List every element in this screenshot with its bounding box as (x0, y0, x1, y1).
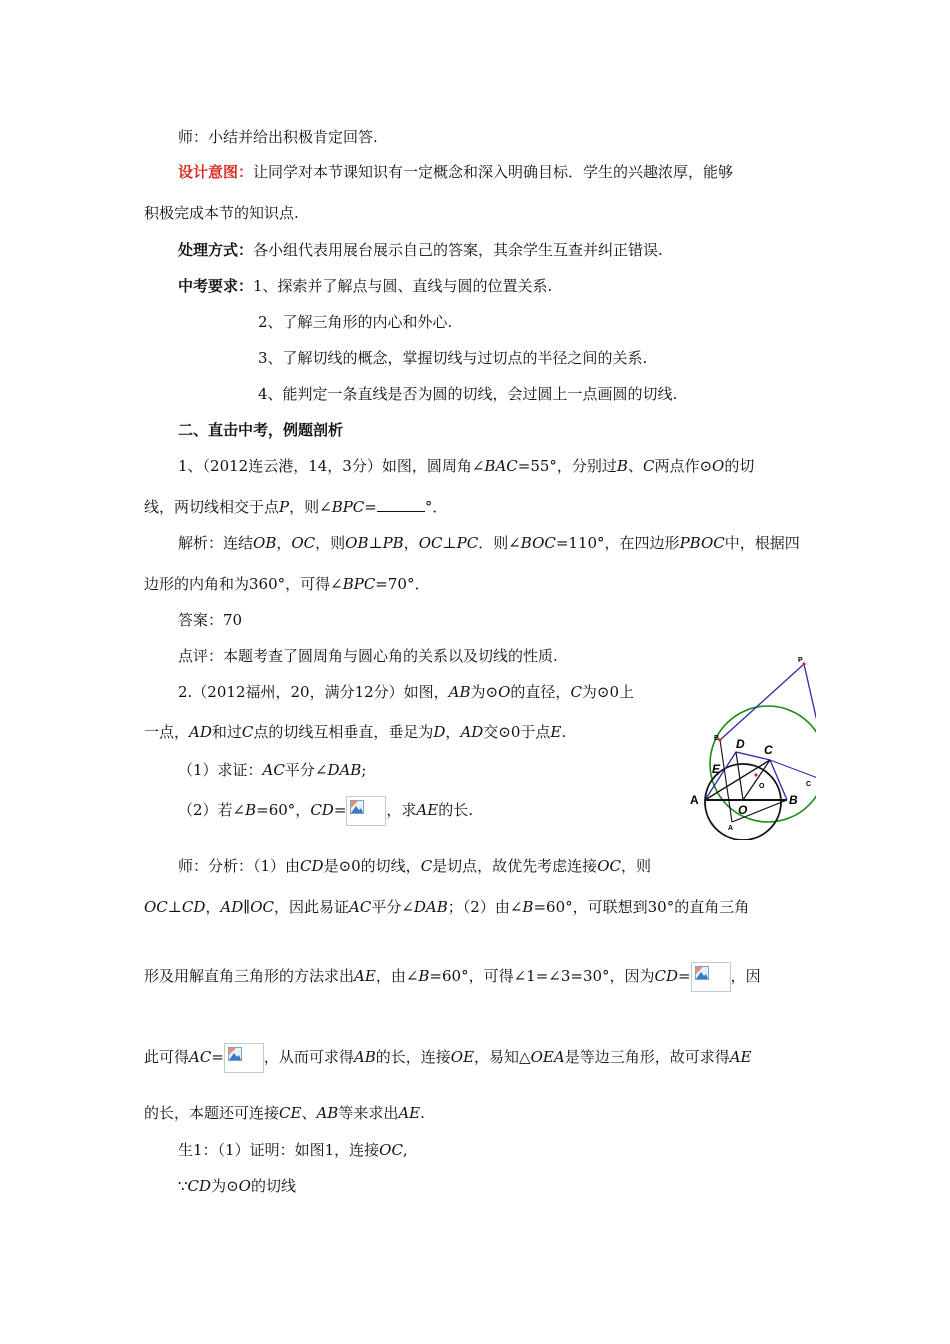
radius-line (736, 752, 743, 800)
text: =60°， (256, 801, 311, 819)
problem-2-line (144, 722, 566, 742)
math: CD (300, 857, 324, 875)
text: 的长. (438, 801, 473, 819)
problem-2-line (178, 796, 473, 826)
teacher-analysis-line (144, 1043, 752, 1073)
text: ， (205, 898, 221, 916)
text: 线，两切线相交于点 (144, 498, 280, 516)
math: OC (379, 1141, 403, 1159)
broken-image-icon (691, 962, 731, 992)
text: 2.（2012福州，20，满分12分）如图， (178, 683, 449, 701)
geometry-figure (688, 652, 816, 840)
teacher-summary: 师：小结并给出积极肯定回答. (178, 128, 378, 146)
math: AD (460, 723, 484, 741)
secant-line (720, 740, 732, 822)
math: AD (189, 723, 212, 741)
text: 生1：（1）证明：如图1，连接 (178, 1141, 380, 1159)
analysis-line (144, 574, 429, 594)
math: BOC (520, 534, 556, 552)
text: ，从而可求得 (263, 1048, 354, 1066)
text-line (178, 127, 378, 147)
text: 形及用解直角三角形的方法求出 (144, 967, 355, 985)
math: OC (418, 534, 443, 552)
text: =60°，可得∠1=∠3=30°，因为 (429, 967, 655, 985)
math: AB (316, 1104, 339, 1122)
math: B (245, 801, 257, 819)
math: B (616, 457, 628, 475)
text: 为⊙ (211, 1177, 239, 1195)
text-line (178, 276, 552, 296)
math: B (418, 967, 430, 985)
text: 的直径， (510, 683, 571, 701)
point-label: O (738, 803, 748, 817)
text: ⊥ (368, 534, 383, 552)
point-label: A (690, 793, 699, 807)
math: PC (456, 534, 479, 552)
text: = (678, 967, 691, 985)
text: °． (424, 498, 448, 516)
math: AC (189, 1048, 212, 1066)
point-label: D (736, 737, 745, 751)
math: B (522, 898, 534, 916)
teacher-analysis-line (144, 897, 749, 917)
math: OB (253, 534, 277, 552)
text: 解析：连结 (178, 534, 254, 552)
math: PBOC (679, 534, 725, 552)
requirement-item-text: 3、了解切线的概念，掌握切线与过切点的半径之间的关系. (258, 349, 648, 367)
math: AE (729, 1048, 752, 1066)
text: ，易知△ (474, 1048, 531, 1066)
text: ， (403, 534, 419, 552)
math: AE (416, 801, 439, 819)
point-label: C (806, 781, 812, 788)
text: 是切点，故优先考虑连接 (432, 857, 598, 875)
text: = (364, 498, 377, 516)
math: AC (349, 898, 372, 916)
text: 的切线 (250, 1177, 296, 1195)
comment-text: 点评：本题考查了圆周角与圆心角的关系以及切线的性质. (178, 647, 558, 665)
text: ， (445, 723, 461, 741)
math: AE (398, 1104, 421, 1122)
math: AB (448, 683, 471, 701)
text-line (178, 162, 733, 182)
text: 平分∠ (371, 898, 414, 916)
text: （2）若∠ (178, 801, 246, 819)
point-label: E (712, 762, 721, 776)
math: C (241, 723, 254, 741)
text: 是等边三角形，故可求得 (564, 1048, 730, 1066)
teacher-analysis-line (178, 856, 651, 876)
math: OB (345, 534, 369, 552)
math: P (279, 498, 290, 516)
math: C (420, 857, 433, 875)
math: O (238, 1177, 251, 1195)
design-intent-heading: 设计意图： (178, 163, 254, 181)
text: 是⊙0的切线， (323, 857, 421, 875)
student-answer-line (178, 1176, 296, 1196)
text: 为⊙0上 (581, 683, 635, 701)
text: ; (361, 761, 367, 779)
text: ．则∠ (478, 534, 521, 552)
teacher-analysis-line (144, 962, 761, 992)
math: AB (353, 1048, 376, 1066)
point-dot (802, 662, 805, 665)
text: =110°，在四边形 (555, 534, 680, 552)
text: =60°，可联想到30°的直角三角 (533, 898, 750, 916)
math: OC (250, 898, 274, 916)
text: ；（2）由∠ (447, 898, 523, 916)
math: CD (654, 967, 679, 985)
text: =55°，分别过 (517, 457, 617, 475)
handling-heading: 处理方式： (178, 241, 254, 259)
answer-text: 答案：70 (178, 611, 243, 629)
problem-1-line (178, 456, 754, 476)
point-label: B (789, 793, 798, 807)
text: 平分∠ (284, 761, 328, 779)
broken-image-icon (224, 1043, 264, 1073)
text-line (144, 203, 299, 223)
math: D (433, 723, 446, 741)
text: 师：分析：（1）由 (178, 857, 301, 875)
requirement-item (258, 348, 647, 368)
section-heading (178, 420, 343, 440)
text: . (420, 1104, 425, 1122)
math: DAB (327, 761, 362, 779)
text: 两点作⊙ (654, 457, 713, 475)
point-label: A (728, 825, 734, 832)
point-label: P (798, 657, 803, 664)
because-symbol: ∵ (178, 1177, 188, 1195)
text: 此可得 (144, 1048, 190, 1066)
text: ，因 (730, 967, 761, 985)
math: AD (220, 898, 244, 916)
text: 和过 (211, 723, 242, 741)
math: O (712, 457, 725, 475)
broken-image-icon (346, 796, 386, 826)
math: BPC (342, 575, 376, 593)
text: 、 (301, 1104, 317, 1122)
text: , (402, 1141, 408, 1159)
text: . (561, 723, 567, 741)
text: 的切 (724, 457, 755, 475)
section-heading-text: 二、直击中考，例题剖析 (178, 421, 344, 439)
math: CD (187, 1177, 212, 1195)
math: BAC (484, 457, 518, 475)
handling-text: 各小组代表用展台展示自己的答案，其余学生互查并纠正错误. (253, 241, 663, 259)
math: AE (354, 967, 376, 985)
exam-requirements-heading: 中考要求： (178, 277, 254, 295)
student-answer-line (178, 1140, 408, 1160)
analysis-line (178, 533, 800, 553)
point-dot (754, 773, 757, 776)
requirement-item-text: 4、能判定一条直线是否为圆的切线，会过圆上一点画圆的切线. (258, 385, 678, 403)
problem-2-line (178, 682, 634, 702)
text: ，由∠ (375, 967, 419, 985)
text: ， (276, 534, 292, 552)
math: AC (262, 761, 285, 779)
text: 交⊙0于点 (483, 723, 551, 741)
text: 边形的内角和为360°，可得∠ (144, 575, 343, 593)
text: 中，根据四 (724, 534, 800, 552)
text: = (333, 801, 347, 819)
text: 一点， (144, 723, 190, 741)
text: ，因此易证 (274, 898, 350, 916)
text: 、 (627, 457, 643, 475)
math: PB (382, 534, 404, 552)
text: ，则 (315, 534, 346, 552)
problem-1-line (144, 497, 447, 517)
math: OE (450, 1048, 475, 1066)
teacher-analysis-line (144, 1103, 425, 1123)
requirement-item-text: 2、了解三角形的内心和外心. (258, 313, 453, 331)
text: = (211, 1048, 224, 1066)
problem-2-line (178, 760, 366, 780)
requirement-item: 1、探索并了解点与圆、直线与圆的位置关系. (253, 277, 553, 295)
point-label: C (764, 743, 773, 757)
math: DAB (413, 898, 448, 916)
math: BPC (331, 498, 365, 516)
text: ，求 (386, 801, 417, 819)
text: 等来求出 (338, 1104, 399, 1122)
text: ⊥ (442, 534, 457, 552)
requirement-item (258, 312, 452, 332)
text: （1）求证： (178, 761, 263, 779)
text: 点的切线互相垂直，垂足为 (253, 723, 434, 741)
text-line (178, 240, 663, 260)
math: C (642, 457, 655, 475)
text: ，则 (620, 857, 651, 875)
text: =70°． (375, 575, 430, 593)
text: 为⊙ (470, 683, 499, 701)
math: C (570, 683, 582, 701)
design-intent-text-cont: 积极完成本节的知识点. (144, 204, 299, 222)
comment-line (178, 646, 558, 666)
math: CD (310, 801, 334, 819)
text: ⊥ (167, 898, 182, 916)
math: OC (597, 857, 621, 875)
math: CE (279, 1104, 302, 1122)
math: CD (181, 898, 206, 916)
math: OEA (530, 1048, 565, 1066)
text: 的长，连接 (375, 1048, 451, 1066)
math: E (550, 723, 562, 741)
design-intent-text: 让同学对本节课知识有一定概念和深入明确目标．学生的兴趣浓厚，能够 (253, 163, 734, 181)
text: 1、（2012连云港，14，3分）如图，圆周角∠ (178, 457, 485, 475)
answer-blank (377, 497, 425, 512)
math: OC (291, 534, 316, 552)
secant-line (770, 760, 816, 783)
math: O (498, 683, 511, 701)
point-label: O (759, 783, 765, 790)
answer-line (178, 610, 242, 630)
text: ，则∠ (289, 498, 332, 516)
text: ∥ (243, 898, 251, 916)
math: OC (144, 898, 168, 916)
point-label: B (714, 735, 720, 742)
requirement-item (258, 384, 677, 404)
text: 的长，本题还可连接 (144, 1104, 280, 1122)
